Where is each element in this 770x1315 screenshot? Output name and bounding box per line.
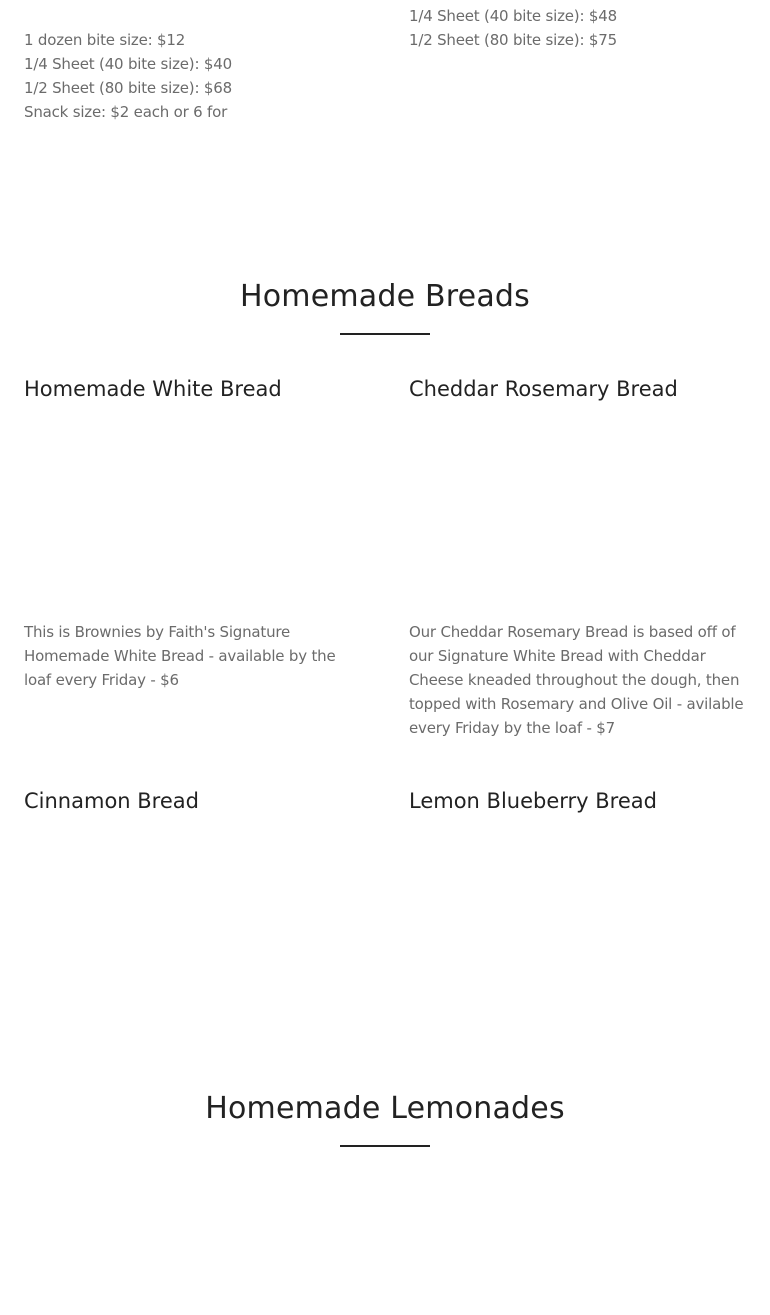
item-image-white-bread — [24, 410, 361, 610]
price-line: 1/4 Sheet (40 bite size): $40 — [24, 55, 232, 73]
item-description-cheddar-rosemary-bread: Our Cheddar Rosemary Bread is based off of our Signature White Bread with Cheddar Cheese kneaded throughout the dough, then topped with Rosemary and Olive Oil - avilable every Friday by the loaf - $7 — [409, 623, 744, 737]
item-image-cinnamon-bread — [24, 822, 361, 1022]
section-title-lemonades: Homemade Lemonades — [205, 1091, 565, 1126]
price-line: 1/2 Sheet (80 bite size): $68 — [24, 79, 232, 97]
section-divider — [340, 333, 430, 335]
price-line: Snack size: $2 each or 6 for — [24, 103, 228, 121]
section-title-breads: Homemade Breads — [239, 279, 530, 314]
item-title-white-bread: Homemade White Bread — [24, 377, 282, 401]
section-divider — [340, 1145, 430, 1147]
item-title-cinnamon-bread: Cinnamon Bread — [24, 789, 199, 813]
item-image-lemon-blueberry-bread — [409, 822, 746, 1022]
item-description-white-bread: This is Brownies by Faith's Signature Homemade White Bread - available by the loaf every Friday - $6 — [24, 623, 336, 689]
item-title-lemon-blueberry-bread: Lemon Blueberry Bread — [409, 789, 657, 813]
price-line: 1/4 Sheet (40 bite size): $48 — [409, 7, 617, 25]
item-image-cheddar-rosemary-bread — [409, 410, 746, 610]
price-line: 1 dozen bite size: $12 — [24, 31, 186, 49]
item-title-cheddar-rosemary-bread: Cheddar Rosemary Bread — [409, 377, 678, 401]
price-line: 1/2 Sheet (80 bite size): $75 — [409, 31, 617, 49]
